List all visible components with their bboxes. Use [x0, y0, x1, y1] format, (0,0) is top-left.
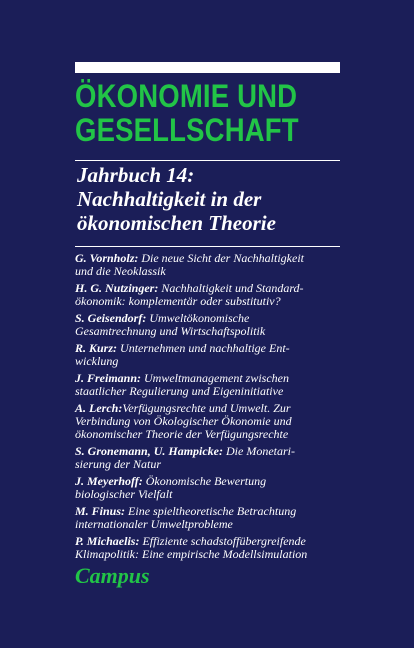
article-title: wicklung	[75, 354, 119, 368]
article-title: staatlicher Regulierung und Eigeninitiative	[75, 384, 284, 398]
list-item	[75, 312, 345, 338]
article-title: ökonomik: komplementär oder substitutiv?	[75, 294, 281, 308]
list-item	[75, 252, 345, 278]
author: P. Michaelis:	[75, 534, 140, 548]
article-title: internationaler Umweltprobleme	[75, 517, 233, 531]
article-title: Klimapolitik: Eine empirische Modellsimulation	[75, 547, 308, 561]
series-title	[75, 79, 333, 147]
article-title: Die Monetari-	[223, 444, 295, 458]
yearbook-line: Nachhaltigkeit in der	[77, 187, 262, 211]
author: J. Meyerhoff:	[75, 474, 143, 488]
article-title: Unternehmen und nachhaltige Ent-	[117, 341, 290, 355]
article-title: und die Neoklassik	[75, 264, 166, 278]
article-title: Die neue Sicht der Nachhaltigkeit	[138, 251, 304, 265]
article-title: biologischer Vielfalt	[75, 487, 173, 501]
article-title: Gesamtrechnung und Wirtschaftspolitik	[75, 324, 266, 338]
list-item	[75, 475, 345, 501]
article-title: Umweltökonomische	[146, 311, 250, 325]
list-item	[75, 372, 345, 398]
article-title: ökonomischer Theorie der Verfügungsrechte	[75, 427, 289, 441]
article-title: Verbindung von Ökologischer Ökonomie und	[75, 414, 292, 428]
author: S. Gronemann, U. Hampicke:	[75, 444, 224, 458]
list-item	[75, 535, 345, 561]
divider	[75, 246, 340, 247]
author: A. Lerch:	[75, 401, 123, 415]
author: G. Vornholz:	[75, 251, 139, 265]
article-title: Effiziente schadstoffübergreifende	[139, 534, 306, 548]
article-title: Nachhaltigkeit und Standard-	[158, 281, 304, 295]
author: M. Finus:	[75, 504, 126, 518]
article-title: sierung der Natur	[75, 457, 162, 471]
author: S. Geisendorf:	[75, 311, 147, 325]
author: J. Freimann:	[75, 371, 142, 385]
yearbook-line: Jahrbuch 14:	[77, 163, 195, 187]
list-item	[75, 445, 345, 471]
author: R. Kurz:	[75, 341, 118, 355]
article-title: Ökonomische Bewertung	[142, 474, 267, 488]
list-item	[75, 342, 345, 368]
table-of-contents	[75, 252, 345, 565]
yearbook-title	[77, 163, 347, 235]
author: H. G. Nutzinger:	[75, 281, 159, 295]
article-title: Verfügungsrechte und Umwelt. Zur	[122, 401, 291, 415]
article-title: Eine spieltheoretische Betrachtung	[125, 504, 297, 518]
list-item	[75, 505, 345, 531]
article-title: Umweltmanagement zwischen	[141, 371, 289, 385]
yearbook-line: ökonomischen Theorie	[77, 211, 276, 235]
list-item	[75, 402, 345, 441]
series-title-line: ÖKONOMIE UND	[75, 78, 298, 114]
divider	[75, 160, 340, 161]
series-title-line: GESELLSCHAFT	[75, 112, 299, 148]
list-item	[75, 282, 345, 308]
top-white-bar	[75, 62, 340, 73]
publisher-logo: Campus	[75, 563, 150, 588]
